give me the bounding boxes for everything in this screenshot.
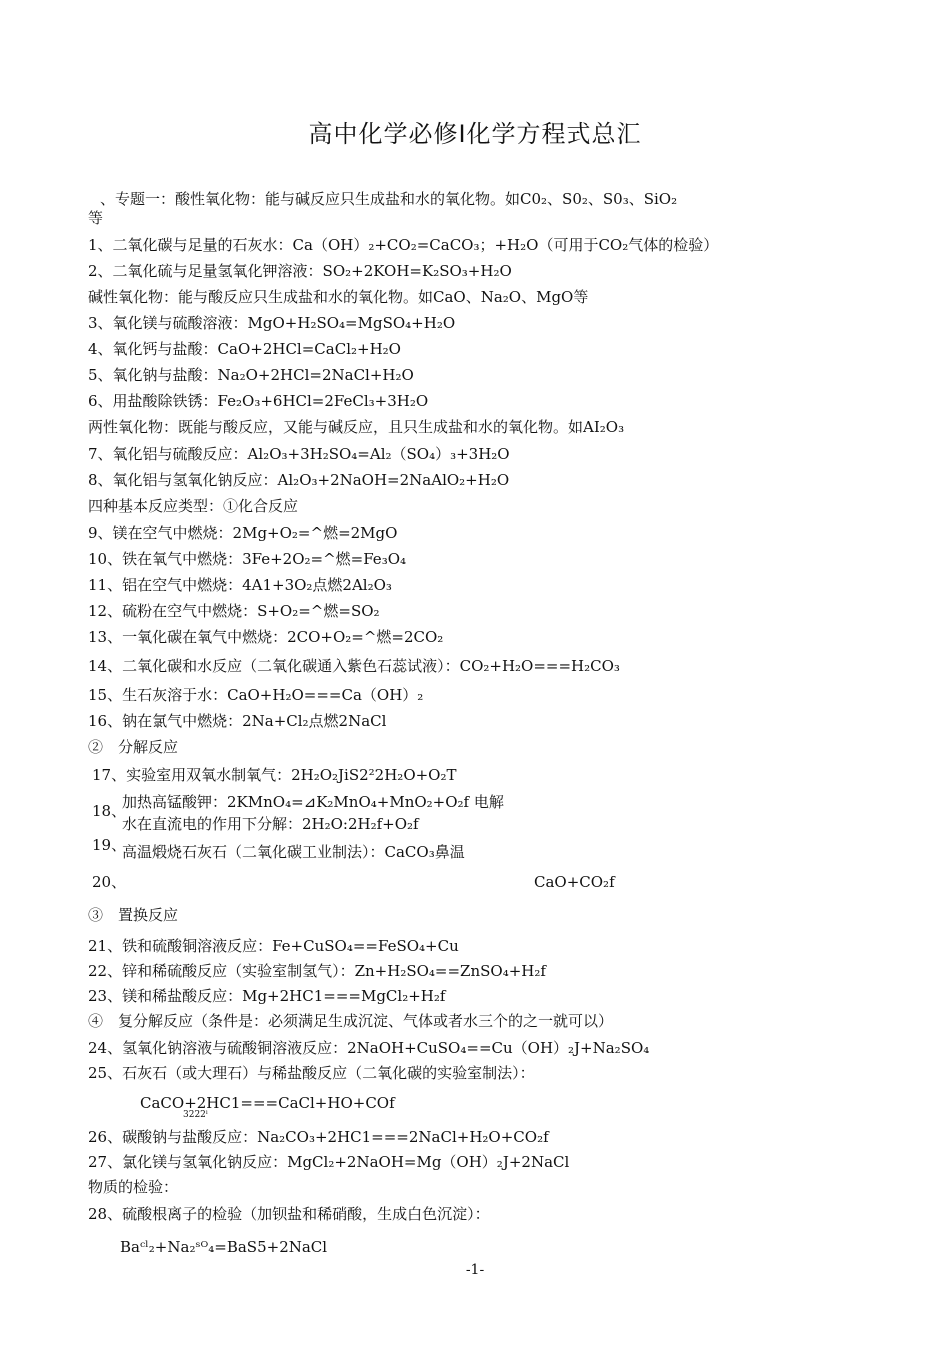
intro-line-continued: 等 xyxy=(88,209,104,227)
equation-line: 10、铁在氧气中燃烧：3Fe+2O₂=^燃=Fe₃O₄ xyxy=(88,550,407,568)
equation-line: 3、氧化镁与硫酸溶液：MgO+H₂SO₄=MgSO₄+H₂O xyxy=(88,314,456,332)
page-number: -1- xyxy=(465,1262,485,1278)
equation-line: 12、硫粉在空气中燃烧：S+O₂=^燃=SO₂ xyxy=(88,602,380,620)
line-number: 18、 xyxy=(92,802,127,820)
equation-line: 27、氯化镁与氢氧化钠反应：MgCl₂+2NaOH=Mg（OH）₂J+2NaCl xyxy=(88,1153,570,1171)
intro-line: 、专题一：酸性氧化物：能与碱反应只生成盐和水的氧化物。如C0₂、S0₂、S0₃、SiO₂ xyxy=(100,190,678,208)
equation-line: 17、实验室用双氧水制氧气：2H₂O₂JiS2²2H₂O+O₂T xyxy=(92,766,457,784)
section-heading: 四种基本反应类型：①化合反应 xyxy=(88,497,299,515)
equation-line: CaO+CO₂f xyxy=(534,873,615,891)
equation-line: 8、氧化铝与氢氧化钠反应：Al₂O₃+2NaOH=2NaAlO₂+H₂O xyxy=(88,471,510,489)
equation-line: 11、铝在空气中燃烧：4A1+3O₂点燃2Al₂O₃ xyxy=(88,576,392,594)
section-heading: ③ 置换反应 xyxy=(88,906,179,924)
equation-line: 25、石灰石（或大理石）与稀盐酸反应（二氧化碳的实验室制法）： xyxy=(88,1064,535,1082)
equation-line: 6、用盐酸除铁锈：Fe₂O₃+6HCl=2FeCl₃+3H₂O xyxy=(88,392,429,410)
equation-line: 1、二氧化碳与足量的石灰水：Ca（OH）₂+CO₂=CaCO₃；+H₂O（可用于CO₂气体的检验） xyxy=(88,236,719,254)
equation-line: 16、钠在氯气中燃烧：2Na+Cl₂点燃2NaCl xyxy=(88,712,387,730)
equation-line: 24、氢氧化钠溶液与硫酸铜溶液反应：2NaOH+CuSO₄==Cu（OH）₂J+Na₂SO₄ xyxy=(88,1039,650,1057)
equation-line: 4、氧化钙与盐酸：CaO+2HCl=CaCl₂+H₂O xyxy=(88,340,401,358)
equation-line: 加热高锰酸钾：2KMnO₄=⊿K₂MnO₄+MnO₂+O₂f 电解 xyxy=(122,793,504,811)
section-heading: ② 分解反应 xyxy=(88,738,179,756)
equation-line: 2、二氧化硫与足量氢氧化钾溶液：SO₂+2KOH=K₂SO₃+H₂O xyxy=(88,262,512,280)
section-heading: 物质的检验： xyxy=(88,1178,179,1196)
equation-line: 9、镁在空气中燃烧：2Mg+O₂=^燃=2MgO xyxy=(88,524,398,542)
equation-line: 21、铁和硫酸铜溶液反应：Fe+CuSO₄==FeSO₄+Cu xyxy=(88,937,459,955)
equation-subscripts: 3222ˡ xyxy=(183,1110,209,1120)
line-number: 19、 xyxy=(92,836,127,854)
equation-line: 7、氧化铝与硫酸反应：Al₂O₃+3H₂SO₄=Al₂（SO₄）₃+3H₂O xyxy=(88,445,510,463)
equation-line: CaCO+2HC1===CaCl+HO+COf xyxy=(140,1094,395,1112)
equation-line: 水在直流电的作用下分解：2H₂O:2H₂f+O₂f xyxy=(122,815,419,833)
line-number: 20、 xyxy=(92,873,127,891)
equation-line: 14、二氧化碳和水反应（二氧化碳通入紫色石蕊试液）：CO₂+H₂O===H₂CO₃ xyxy=(88,657,620,675)
section-heading: ④ 复分解反应（条件是：必须满足生成沉淀、气体或者水三个的之一就可以） xyxy=(88,1012,614,1030)
equation-line: 5、氧化钠与盐酸：Na₂O+2HCl=2NaCl+H₂O xyxy=(88,366,414,384)
equation-line: Baᶜˡ₂+Na₂ˢᴼ₄=BaS5+2NaCl xyxy=(120,1238,328,1256)
equation-line: 高温煅烧石灰石（二氧化碳工业制法）：CaCO₃鼻温 xyxy=(122,843,465,861)
section-heading: 两性氧化物：既能与酸反应，又能与碱反应，且只生成盐和水的氧化物。如AI₂O₃ xyxy=(88,418,625,436)
equation-line: 22、锌和稀硫酸反应（实验室制氢气）：Zn+H₂SO₄==ZnSO₄+H₂f xyxy=(88,962,546,980)
equation-line: 26、碳酸钠与盐酸反应：Na₂CO₃+2HC1===2NaCl+H₂O+CO₂f xyxy=(88,1128,549,1146)
document-title: 高中化学必修Ⅰ化学方程式总汇 xyxy=(308,120,642,148)
equation-line: 15、生石灰溶于水：CaO+H₂O===Ca（OH）₂ xyxy=(88,686,424,704)
section-heading: 碱性氧化物：能与酸反应只生成盐和水的氧化物。如CaO、Na₂O、MgO等 xyxy=(88,288,589,306)
equation-line: 28、硫酸根离子的检验（加钡盐和稀硝酸，生成白色沉淀）： xyxy=(88,1205,490,1223)
equation-line: 23、镁和稀盐酸反应：Mg+2HC1===MgCl₂+H₂f xyxy=(88,987,446,1005)
equation-line: 13、一氧化碳在氧气中燃烧：2CO+O₂=^燃=2CO₂ xyxy=(88,628,444,646)
